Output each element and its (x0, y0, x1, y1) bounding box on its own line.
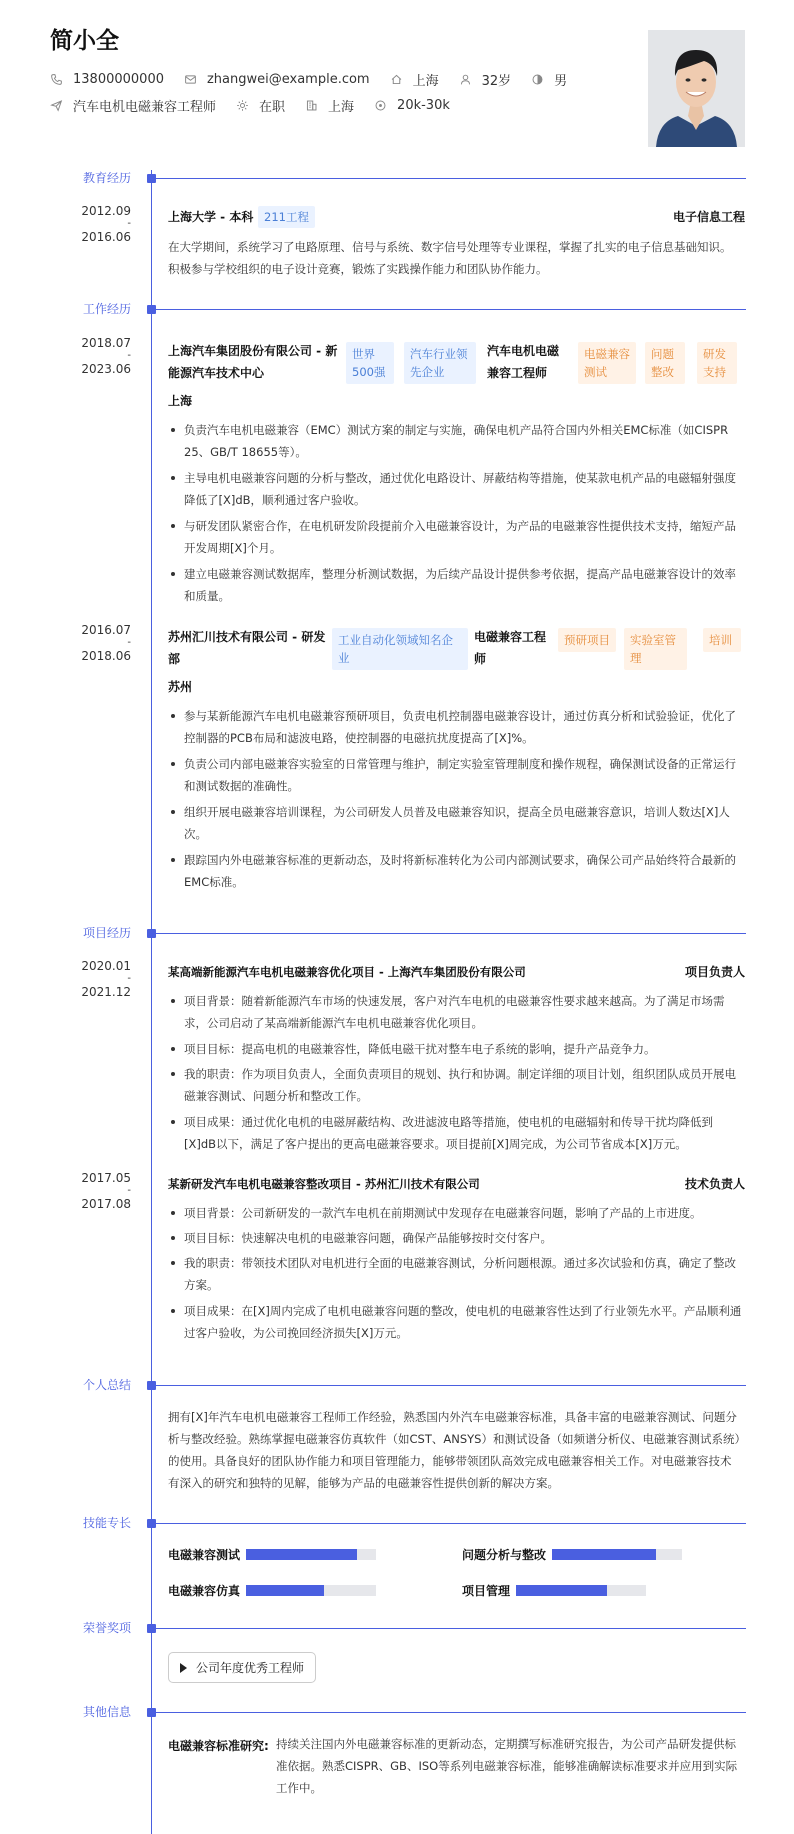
job-row (50, 94, 470, 116)
work-bullet: 参与某新能源汽车电机电磁兼容预研项目，负责电机控制器电磁兼容设计，通过仿真分析和试验验证，优化了控制器的PCB布局和滤波电路，使控制器的电磁抗扰度提高了[X]%。 (168, 705, 742, 749)
section-title-summary: 个人总结 (82, 1378, 131, 1392)
company-name: 上海汽车集团股份有限公司 - 新能源汽车技术中心 (168, 344, 338, 380)
skill-bar-track (516, 1585, 646, 1596)
section-title-other: 其他信息 (82, 1705, 131, 1719)
date-start: 2017.05 (81, 1171, 131, 1185)
section-marker (147, 1519, 156, 1528)
date-start: 2018.07 (81, 336, 131, 350)
job-title: 电磁兼容工程师 (474, 630, 547, 666)
summary-text: 拥有[X]年汽车电机电磁兼容工程师工作经验，熟悉国内外汽车电磁兼容标准，具备丰富的电磁兼容测试、问题分析与整改经验。熟练掌握电磁兼容仿真软件（如CST、ANSYS）和测试设备（如频谱分析仪、电磁兼容测试系统）的使用。具备良好的团队协作能力和项目管理能力，能够带领团队高效完成电磁兼容相关工作。对电磁兼容技术有深入的研究和独特的见解，能够为产品的电磁兼容性提供创新的解决方案。 (168, 1410, 741, 1490)
section-title-honors: 荣誉奖项 (82, 1621, 131, 1635)
company-tag: 世界500强 (346, 342, 394, 384)
date-dash: - (127, 218, 131, 229)
person-icon (459, 73, 472, 86)
project-date (0, 1171, 131, 1211)
skill-tag: 实验室管理 (624, 628, 687, 670)
project-bullet: 项目背景：公司新研发的一款汽车电机在前期测试中发现存在电磁兼容问题，影响了产品的上市进度。 (168, 1202, 742, 1224)
salary-text: 20k-30k (397, 97, 450, 113)
gear-icon (236, 99, 249, 112)
building-icon (305, 99, 318, 112)
project-name: 某高端新能源汽车电机电磁兼容优化项目 - 上海汽车集团股份有限公司 (168, 965, 526, 979)
date-end: 2018.06 (81, 649, 131, 663)
date-end: 2017.08 (81, 1197, 131, 1211)
timeline-line (151, 170, 152, 1834)
job-item (50, 96, 216, 115)
mail-icon (184, 73, 197, 86)
date-end: 2023.06 (81, 362, 131, 376)
date-dash: - (127, 350, 131, 361)
section-marker (147, 305, 156, 314)
project-bullet: 我的职责：带领技术团队对电机进行全面的电磁兼容测试，分析问题根源。通过多次试验和仿真，确定了整改方案。 (168, 1252, 742, 1296)
project-bullet: 我的职责：作为项目负责人，全面负责项目的规划、执行和协调。制定详细的项目计划，组织团队成员开展电磁兼容测试、问题分析和整改工作。 (168, 1063, 742, 1107)
gender-item (531, 70, 567, 89)
phone-item (50, 72, 164, 87)
section-divider (151, 178, 746, 179)
skill-tag: 培训 (703, 628, 741, 652)
section-marker (147, 1708, 156, 1717)
work-city: 上海 (168, 394, 193, 408)
section-title-education: 教育经历 (82, 171, 131, 185)
section-marker (147, 174, 156, 183)
city-text: 上海 (412, 73, 439, 89)
project-role: 项目负责人 (684, 965, 745, 979)
job-text: 汽车电机电磁兼容工程师 (73, 99, 217, 115)
date-start: 2016.07 (81, 623, 131, 637)
candidate-name: 简小全 (50, 28, 119, 54)
work-bullet: 跟踪国内外电磁兼容标准的更新动态，及时将新标准转化为公司内部测试要求，确保公司产品始终符合最新的EMC标准。 (168, 849, 742, 893)
contact-row (50, 68, 587, 90)
section-marker (147, 1624, 156, 1633)
target-city-item (305, 96, 354, 115)
salary-item (374, 98, 450, 113)
honor-label: 公司年度优秀工程师 (196, 1661, 305, 1675)
phone-text: 13800000000 (73, 71, 164, 87)
status-item (236, 96, 285, 115)
triangle-right-icon (180, 1663, 187, 1673)
skill-bar-fill (246, 1585, 324, 1596)
skill-tag: 预研项目 (558, 628, 616, 652)
skill-bar-track (552, 1549, 682, 1560)
section-marker (147, 929, 156, 938)
work-date (0, 623, 131, 663)
email-item (184, 72, 370, 87)
project-bullet: 项目目标：提高电机的电磁兼容性，降低电磁干扰对整车电子系统的影响，提升产品竞争力。 (168, 1038, 742, 1060)
skill-label: 问题分析与整改 (462, 1548, 547, 1562)
skill-tag: 问题整改 (645, 342, 685, 384)
status-text: 在职 (259, 99, 286, 115)
skill-label: 电磁兼容测试 (168, 1548, 241, 1562)
project-bullet: 项目目标：快速解决电机的电磁兼容问题，确保产品能够按时交付客户。 (168, 1227, 742, 1249)
skill-tag: 研发支持 (697, 342, 737, 384)
target-city-text: 上海 (328, 99, 355, 115)
phone-icon (50, 73, 63, 86)
send-icon (50, 99, 63, 112)
company-name: 苏州汇川技术有限公司 - 研发部 (168, 630, 326, 666)
salary-icon (374, 99, 387, 112)
work-bullet: 组织开展电磁兼容培训课程，为公司研发人员普及电磁兼容知识，提高全员电磁兼容意识，培训人数达[X]人次。 (168, 801, 742, 845)
section-title-projects: 项目经历 (82, 926, 131, 940)
city-item (390, 70, 439, 89)
section-divider (151, 1712, 746, 1713)
section-marker (147, 1381, 156, 1390)
work-date (0, 336, 131, 376)
gender-icon (531, 73, 544, 86)
section-divider (151, 933, 746, 934)
work-bullet: 与研发团队紧密合作，在电机研发阶段提前介入电磁兼容设计，为产品的电磁兼容性提供技术支持，缩短产品开发周期[X]个月。 (168, 515, 742, 559)
job-title: 汽车电机电磁兼容工程师 (487, 344, 560, 380)
work-bullet: 负责汽车电机电磁兼容（EMC）测试方案的制定与实施，确保电机产品符合国内外相关EMC标准（如CISPR 25、GB/T 18655等）。 (168, 419, 742, 463)
section-divider (151, 1385, 746, 1386)
edu-desc: 在大学期间，系统学习了电路原理、信号与系统、数字信号处理等专业课程，掌握了扎实的电子信息基础知识。积极参与学校组织的电子设计竞赛，锻炼了实践操作能力和团队协作能力。 (168, 240, 732, 276)
date-start: 2012.09 (81, 204, 131, 218)
section-title-work: 工作经历 (82, 302, 131, 316)
date-end: 2016.06 (81, 230, 131, 244)
skill-tag: 电磁兼容测试 (578, 342, 636, 384)
skill-bar-track (246, 1585, 376, 1596)
project-bullet: 项目成果：通过优化电机的电磁屏蔽结构、改进滤波电路等措施，使电机的电磁辐射和传导干扰均降低到[X]dB以下，满足了客户提出的更高电磁兼容要求。项目提前[X]周完成，为公司节省成本[X]万元。 (168, 1111, 742, 1155)
avatar-photo (648, 30, 745, 147)
skill-bar-fill (246, 1549, 357, 1560)
project-name: 某新研发汽车电机电磁兼容整改项目 - 苏州汇川技术有限公司 (168, 1177, 480, 1191)
other-text: 持续关注国内外电磁兼容标准的更新动态，定期撰写标准研究报告，为公司产品研发提供标准依据。熟悉CISPR、GB、ISO等系列电磁兼容标准，能够准确解读标准要求并应用到实际工作中。 (276, 1737, 738, 1795)
company-tag: 工业自动化领域知名企业 (332, 628, 468, 670)
school-name: 上海大学 - 本科 (168, 210, 254, 224)
honor-item[interactable] (168, 1652, 316, 1683)
age-item (459, 70, 512, 89)
date-dash: - (127, 637, 131, 648)
section-divider (151, 1523, 746, 1524)
section-title-skills: 技能专长 (82, 1516, 131, 1530)
home-icon (390, 73, 403, 86)
email-text: zhangwei@example.com (206, 71, 370, 87)
date-end: 2021.12 (81, 985, 131, 999)
date-dash: - (127, 973, 131, 984)
project-role: 技术负责人 (684, 1177, 745, 1191)
skill-label: 电磁兼容仿真 (168, 1584, 241, 1598)
edu-date (0, 204, 131, 244)
avatar-portrait (648, 30, 745, 147)
skill-label: 项目管理 (462, 1584, 511, 1598)
work-bullet: 负责公司内部电磁兼容实验室的日常管理与维护，制定实验室管理制度和操作规程，确保测试设备的正常运行和测试数据的准确性。 (168, 753, 742, 797)
major-name: 电子信息工程 (672, 210, 745, 224)
work-city: 苏州 (168, 680, 193, 694)
project-bullet: 项目背景：随着新能源汽车市场的快速发展，客户对汽车电机的电磁兼容性要求越来越高。为了满足市场需求，公司启动了某高端新能源汽车电机电磁兼容优化项目。 (168, 990, 742, 1034)
other-label: 电磁兼容标准研究: (168, 1739, 269, 1753)
skill-bar-fill (552, 1549, 656, 1560)
gender-text: 男 (554, 73, 568, 89)
date-start: 2020.01 (81, 959, 131, 973)
company-tag: 汽车行业领先企业 (404, 342, 476, 384)
date-dash: - (127, 1185, 131, 1196)
work-bullet: 主导电机电磁兼容问题的分析与整改，通过优化电路设计、屏蔽结构等措施，使某款电机产品的电磁辐射强度降低了[X]dB，顺利通过客户验收。 (168, 467, 742, 511)
age-text: 32岁 (481, 73, 512, 89)
project-bullet: 项目成果：在[X]周内完成了电机电磁兼容问题的整改，使电机的电磁兼容性达到了行业领先水平。产品顺利通过客户验收，为公司挽回经济损失[X]万元。 (168, 1300, 742, 1344)
school-tag: 211工程 (258, 206, 315, 228)
section-divider (151, 1628, 746, 1629)
project-date (0, 959, 131, 999)
skill-bar-track (246, 1549, 376, 1560)
skill-bar-fill (516, 1585, 607, 1596)
section-divider (151, 309, 746, 310)
work-bullet: 建立电磁兼容测试数据库，整理分析测试数据，为后续产品设计提供参考依据，提高产品电磁兼容设计的效率和质量。 (168, 563, 742, 607)
